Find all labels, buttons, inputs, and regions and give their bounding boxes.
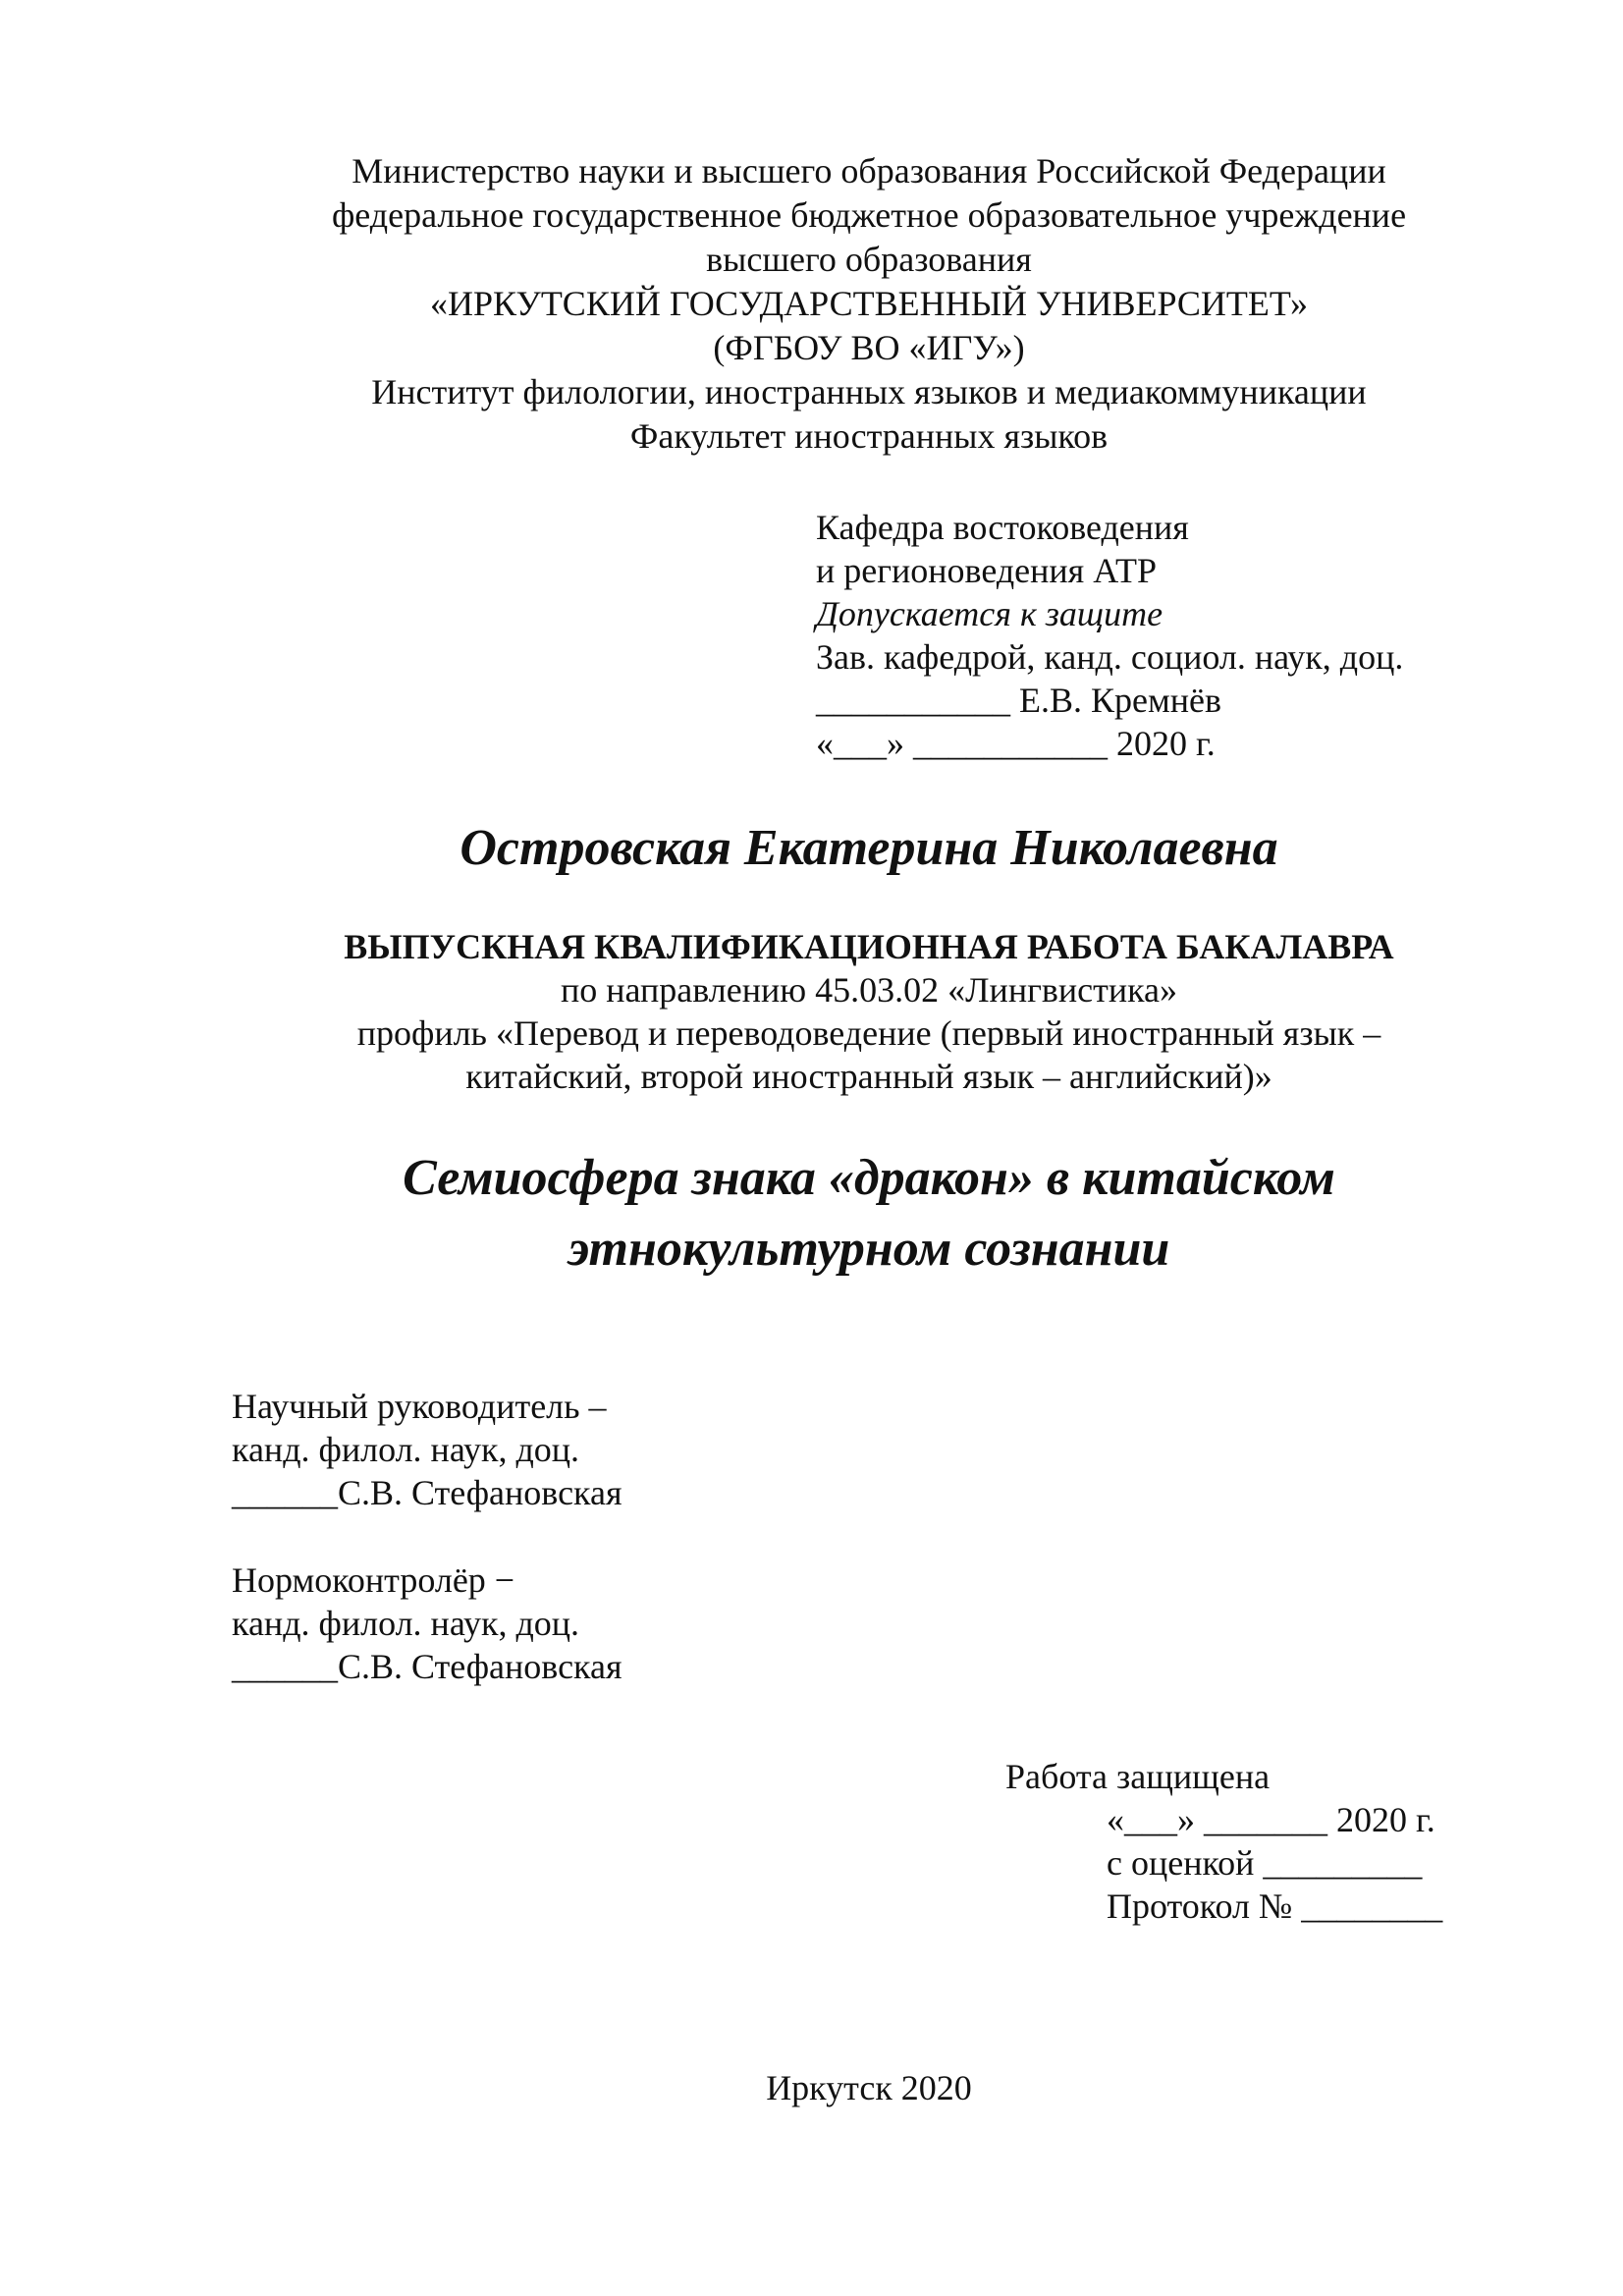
thesis-topic — [226, 1143, 1512, 1285]
thesis-topic-line-2: этнокультурном сознании — [568, 1221, 1170, 1277]
institution-header — [226, 149, 1512, 459]
head-of-department-signature: ___________ Е.В. Кремнёв — [816, 681, 1222, 720]
author-name: Островская Екатерина Николаевна — [460, 820, 1278, 876]
supervisor-degree: канд. филол. наук, доц. — [232, 1430, 580, 1469]
supervisor-role: Научный руководитель – — [232, 1387, 607, 1426]
university-name: «ИРКУТСКИЙ ГОСУДАРСТВЕННЫЙ УНИВЕРСИТЕТ» — [430, 284, 1308, 323]
work-profile-line-1: профиль «Перевод и переводоведение (первый иностранный язык – — [356, 1013, 1381, 1053]
work-direction: по направлению 45.03.02 «Лингвистика» — [560, 970, 1178, 1010]
department-approval-block — [816, 506, 1403, 765]
defense-grade-line: с оценкой _________ — [1107, 1843, 1423, 1883]
work-profile-line-2: китайский, второй иностранный язык – английский)» — [465, 1057, 1272, 1096]
university-abbreviation: (ФГБОУ ВО «ИГУ») — [713, 328, 1025, 367]
normcontrol-signature: ______С.В. Стефановская — [232, 1647, 622, 1686]
head-of-department-title: Зав. кафедрой, канд. социол. наук, доц. — [816, 637, 1404, 677]
normcontrol-block — [232, 1558, 622, 1688]
work-description — [226, 925, 1512, 1098]
normcontrol-role: Нормоконтролёр − — [232, 1560, 515, 1600]
work-type: ВЫПУСКНАЯ КВАЛИФИКАЦИОННАЯ РАБОТА БАКАЛАВРА — [344, 927, 1394, 966]
defense-protocol-line: Протокол № ________ — [1107, 1886, 1443, 1926]
faculty-name: Факультет иностранных языков — [629, 416, 1109, 456]
city-year: Иркутск 2020 — [766, 2068, 972, 2107]
defense-result-block — [1005, 1755, 1442, 1928]
institution-type-line-1: федеральное государственное бюджетное образовательное учреждение — [331, 195, 1407, 235]
institute-name: Институт филологии, иностранных языков и медиакоммуникации — [371, 372, 1367, 411]
ministry-line: Министерство науки и высшего образования Российской Федерации — [352, 151, 1386, 191]
admitted-to-defense: Допускается к защите — [816, 594, 1163, 633]
supervisor-block — [232, 1385, 622, 1514]
department-line-1: Кафедра востоковедения — [816, 508, 1189, 547]
defense-title: Работа защищена — [1005, 1757, 1271, 1796]
normcontrol-degree: канд. филол. наук, доц. — [232, 1604, 580, 1643]
department-line-2: и регионоведения АТР — [816, 551, 1158, 590]
institution-type-line-2: высшего образования — [706, 240, 1032, 279]
supervisor-signature: ______С.В. Стефановская — [232, 1473, 622, 1512]
approval-date-line: «___» ___________ 2020 г. — [816, 724, 1216, 763]
defense-date-line: «___» _______ 2020 г. — [1107, 1800, 1435, 1839]
thesis-topic-line-1: Семиосфера знака «дракон» в китайском — [403, 1150, 1335, 1206]
